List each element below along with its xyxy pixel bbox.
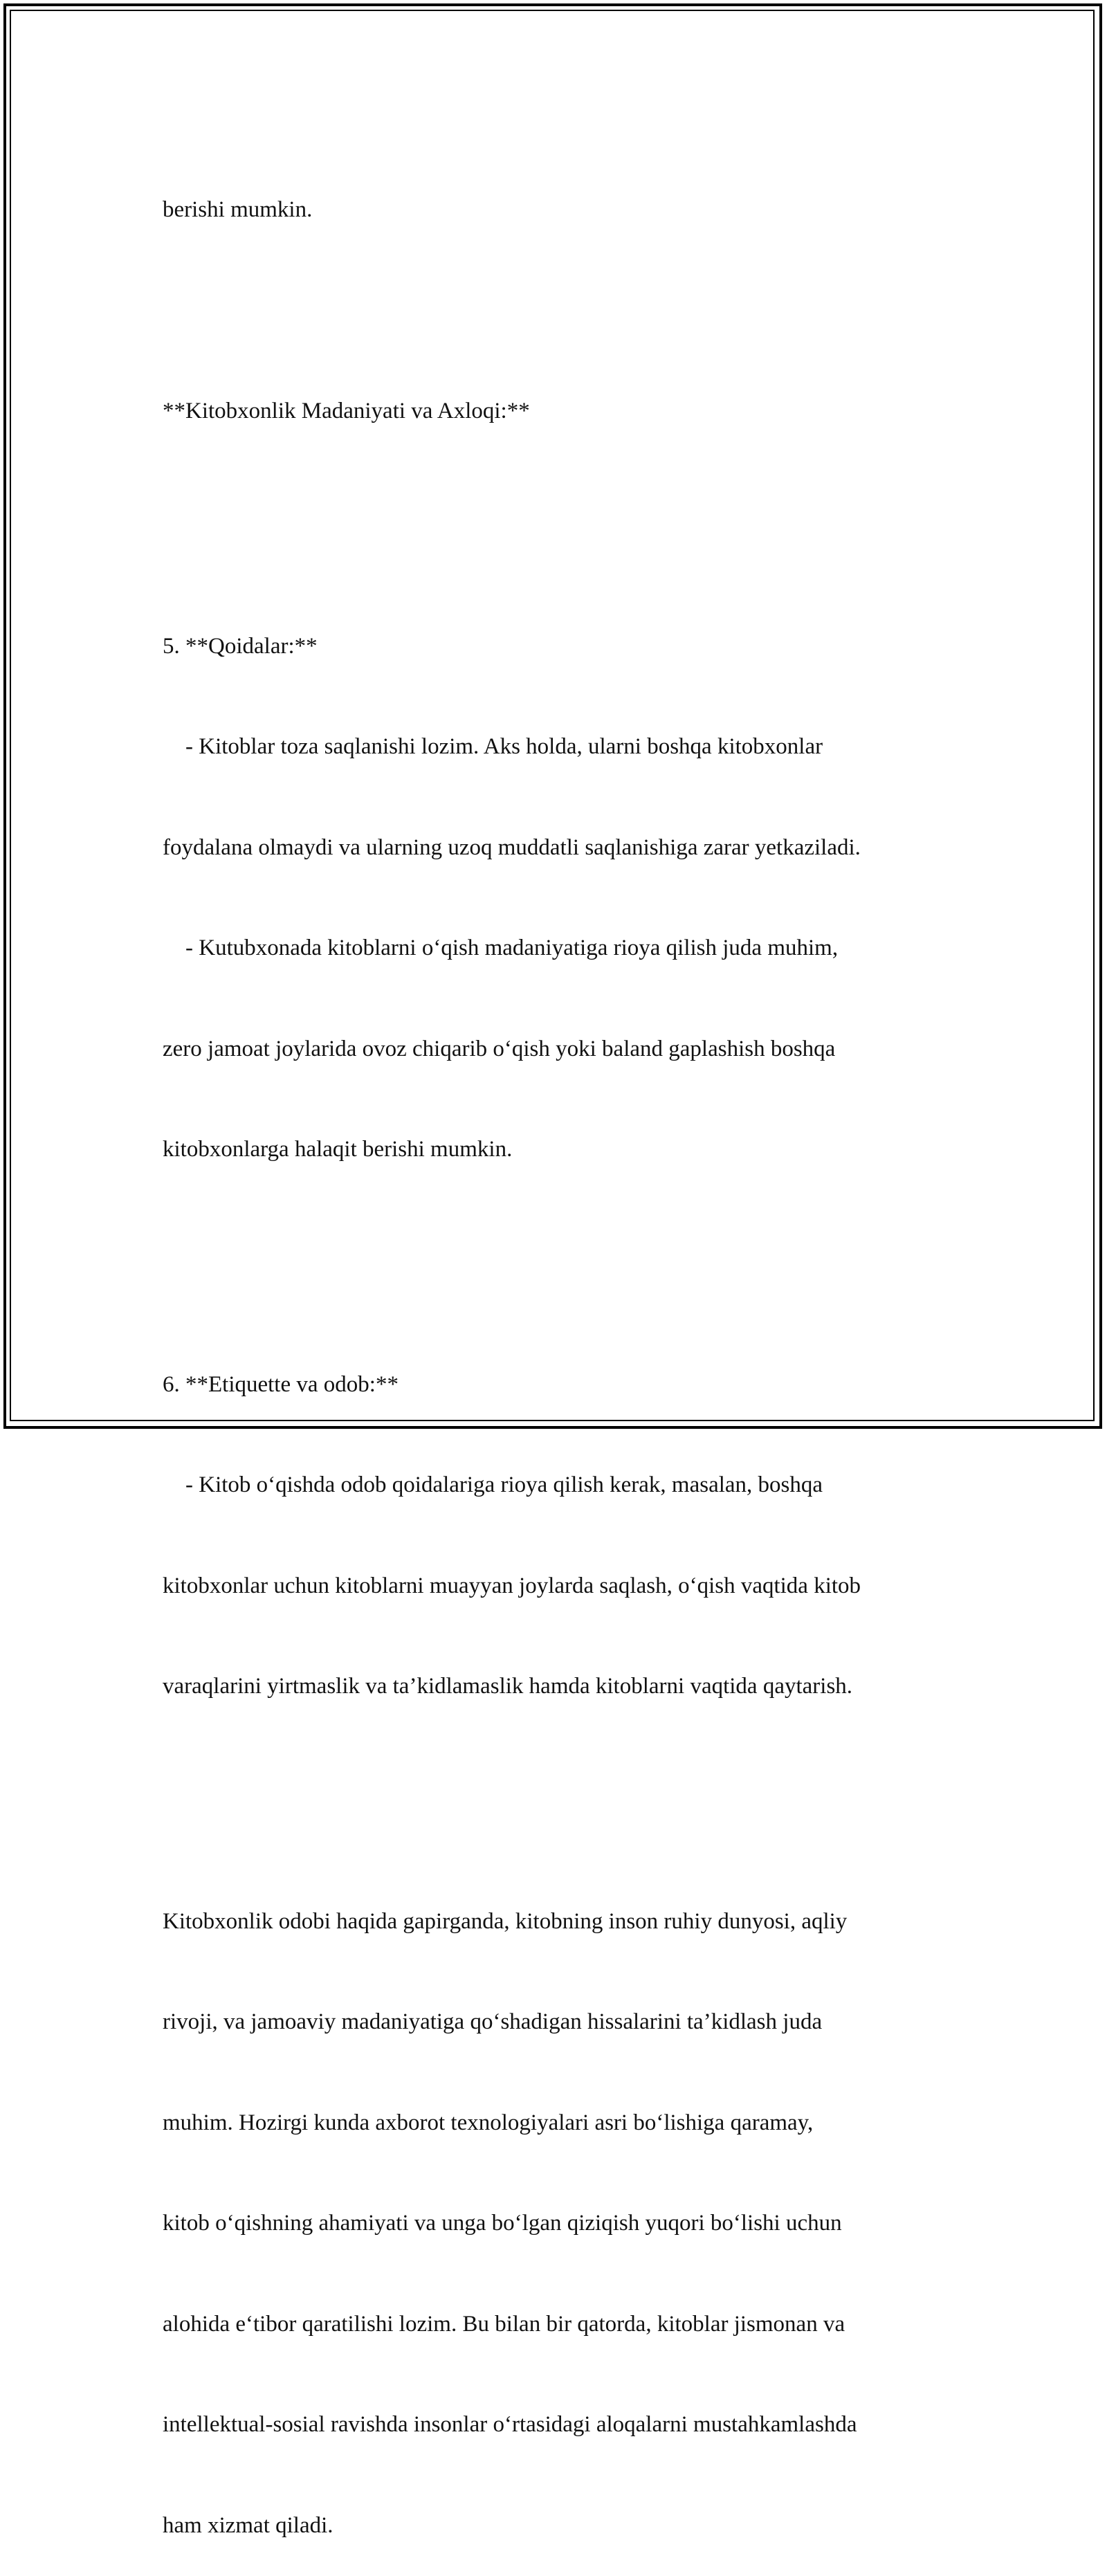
continuation-line: berishi mumkin. [163, 197, 313, 222]
item-6-heading: 6. **Etiquette va odob:** [163, 1371, 399, 1397]
section-heading: **Kitobxonlik Madaniyati va Axloqi:** [163, 399, 530, 423]
item-5-heading: 5. **Qoidalar:** [163, 633, 318, 659]
closing-paragraph-line: alohida e‘tibor qaratilishi lozim. Bu bilan bir qatorda, kitoblar jismonan va [163, 2311, 845, 2337]
closing-paragraph-line: rivoji, va jamoaviy madaniyatiga qo‘shadigan hissalarini ta’kidlash juda [163, 2009, 823, 2034]
item-5-line: - Kutubxonada kitoblarni o‘qish madaniyatiga rioya qilish juda muhim, [163, 935, 839, 960]
spacer [163, 1234, 979, 1268]
closing-paragraph-line: intellektual-sosial ravishda insonlar o‘rtasidagi aloqalarni mustahkamlashda [163, 2412, 857, 2437]
closing-paragraph-line: ham xizmat qiladi. [163, 2512, 333, 2538]
spacer [163, 495, 979, 529]
document-body [163, 126, 979, 2576]
closing-paragraph-line: Kitobxonlik odobi haqida gapirganda, kitobning inson ruhiy dunyosi, aqliy [163, 1908, 848, 1934]
closing-paragraph-line: muhim. Hozirgi kunda axborot texnologiyalari asri bo‘lishiga qaramay, [163, 2110, 814, 2135]
item-5-line: kitobxonlarga halaqit berishi mumkin. [163, 1137, 513, 1162]
item-6-line: - Kitob o‘qishda odob qoidalariga rioya qilish kerak, masalan, boshqa [163, 1472, 823, 1497]
item-6-line: kitobxonlar uchun kitoblarni muayyan joylarda saqlash, o‘qish vaqtida kitob [163, 1573, 861, 1598]
spacer [163, 1771, 979, 1805]
item-5-line: zero jamoat joylarida ovoz chiqarib o‘qish yoki baland gaplashish boshqa [163, 1036, 836, 1061]
spacer [163, 294, 979, 328]
item-5-line: - Kitoblar toza saqlanishi lozim. Aks holda, ularni boshqa kitobxonlar [163, 734, 823, 759]
item-5-line: foydalana olmaydi va ularning uzoq muddatli saqlanishiga zarar yetkaziladi. [163, 834, 861, 860]
closing-paragraph-line: kitob o‘qishning ahamiyati va unga bo‘lgan qiziqish yuqori bo‘lishi uchun [163, 2211, 842, 2236]
item-6-line: varaqlarini yirtmaslik va ta’kidlamaslik hamda kitoblarni vaqtida qaytarish. [163, 1674, 853, 1699]
